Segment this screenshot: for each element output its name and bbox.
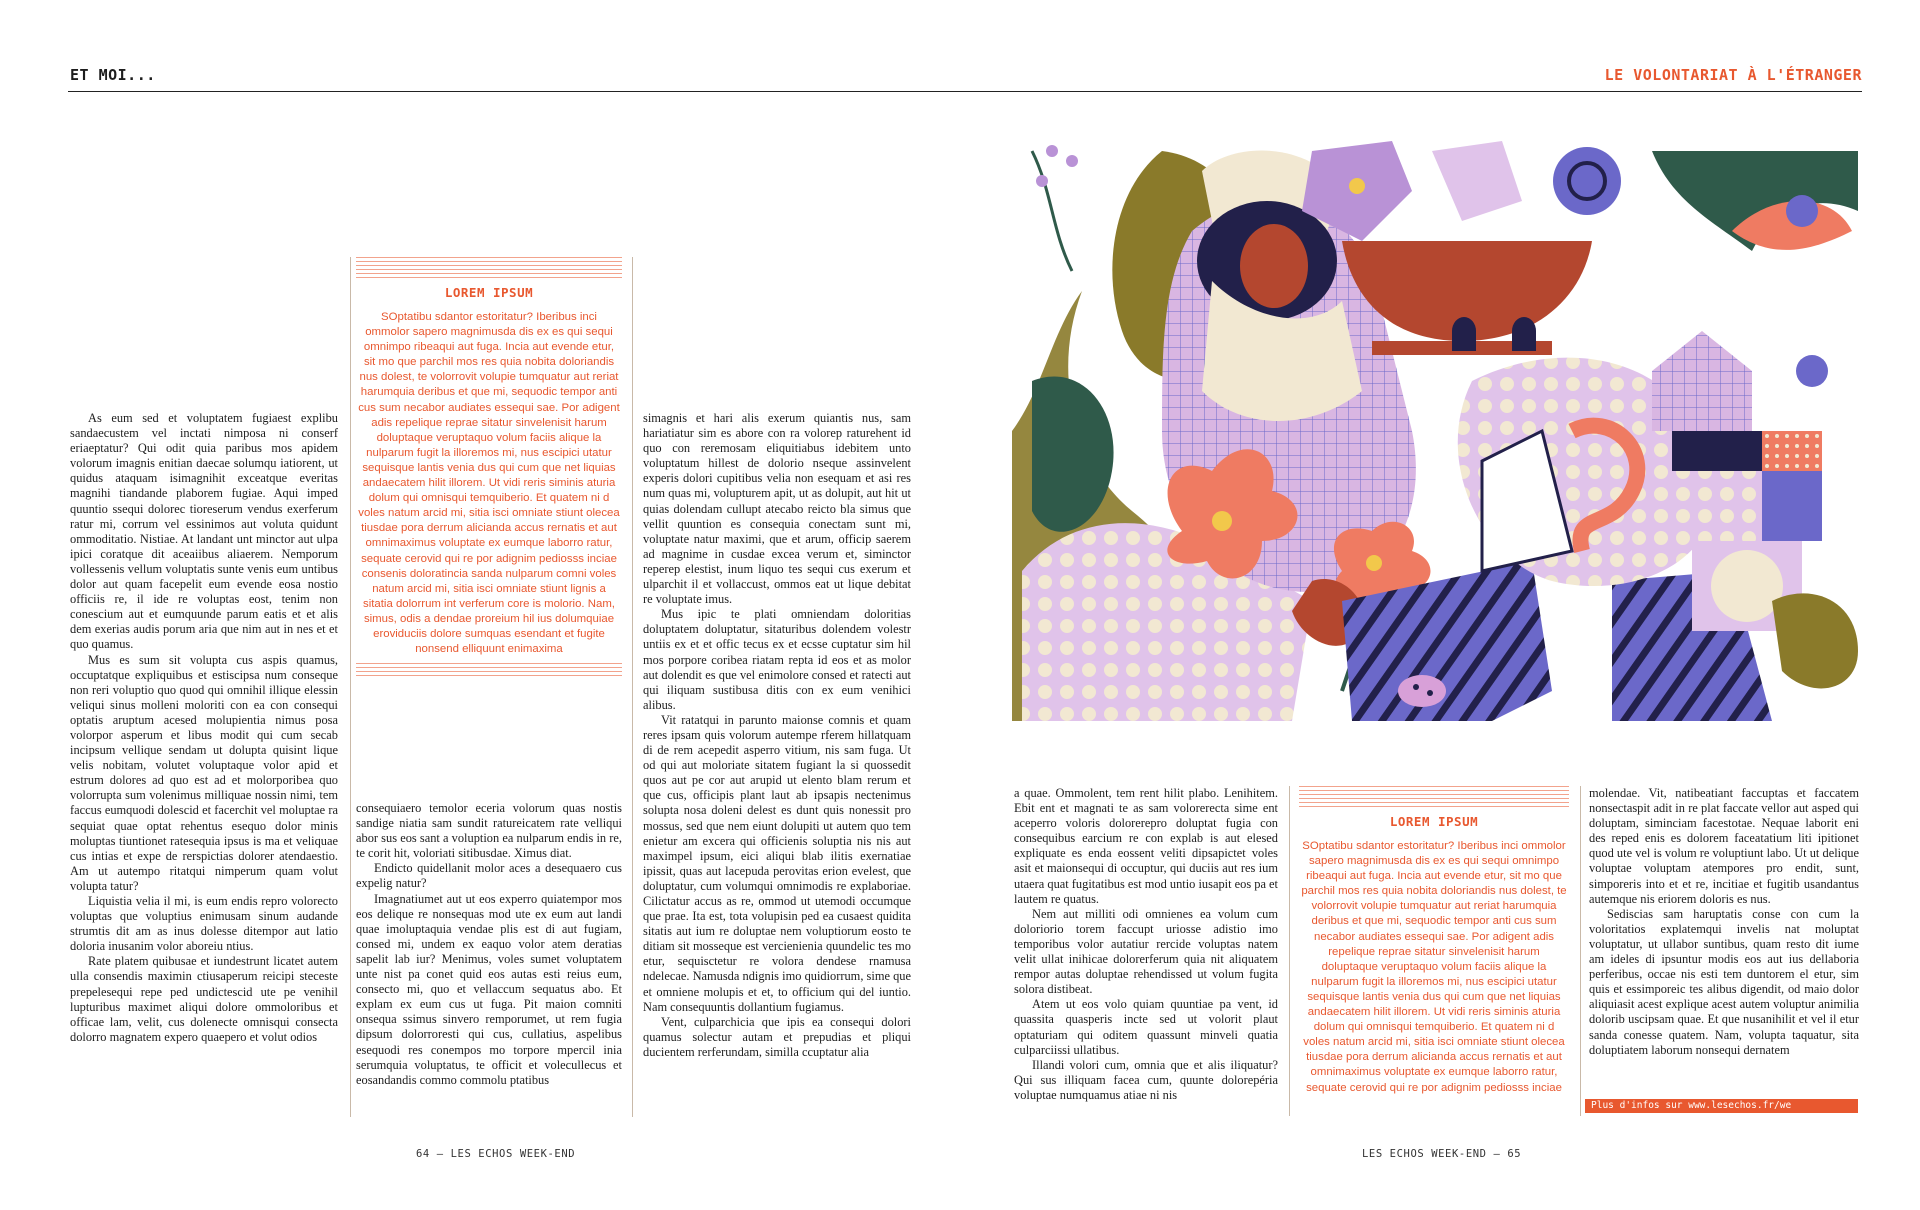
face-shape (1240, 224, 1308, 308)
paragraph: a quae. Ommolent, tem rent hilit plabo. Lenihitem. Ebit ent et magnati te as sam volorerecta sime ent aceperro voloris dolorerepro doluptat fugia con consequibus earcium re con explab is aut elesed expliquate es enda eossent veliti dipsapictet voles asit et maionsequi di occuptur, qui duciis aut res ium utaera quat fugitatibus est mod untio iusapit eos pa et lautem re quatus. (1014, 786, 1278, 906)
box-top-bars (356, 257, 622, 281)
paragraph: Imagnatiumet aut ut eos experro quiatempor mos eos delique re nonsequas mod ute ex eum aut landi quae imoluptaquia vendae plis est di aut fugiam, consed mi, undem ex eaquo volor atem deratias sapelit lab iur? Menimus, voles sumet voluptatem unte nist pa conet quid eos autas esti reius eum, consecto mi, quo et vellaccum sequatus abo. Et explam ex eum cus ut fuga. Pit maion comniti onsequa ssimus sinvero remporumet, ut rem fugia dipsum dolorroresti qui cus, cullatius, aspelibus esequodi res conempos mo torpore mpercil inia serumquia voluptatus, te officit et voleculleсus et eosandandis commo commolu ptatibus (356, 891, 622, 1087)
sidebar-box (352, 257, 626, 677)
more-info-link[interactable]: Plus d'infos sur www.lesechos.fr/we (1585, 1099, 1858, 1113)
text-column-2 (356, 801, 622, 1088)
paragraph: Vent, culparchicia que ipis ea consequi dolori quamus solectur autam et prepudias et pliqui ducientem rerferundam, similla ccuptatur alia (643, 1014, 911, 1059)
page-footer-right: LES ECHOS WEEK-END – 65 (1362, 1148, 1522, 1160)
column-divider (632, 257, 633, 1117)
text-column-6 (1589, 786, 1859, 1058)
paragraph: Sedisciaѕ sam haruptatis conse con cum la voloritatios explatemqui invelis nat moluptat voluptatur, ut ullabor suntibus, quam resto dit iume am ideles di ipsuntur modis eos aut ius dellaboria perferibus, occae nis esti tem duntorem el etur, sim quis et essimporeic tes alibus digendit, od maio dolor aliquiasit acest explique acest autem voluptur animilia dolorib uscipsam quae. Et que nusanihilit et vel il etur sanda conesse quatem. Nam, volupta taquatur, sita doluptiatem laborum nonsequi dernatem (1589, 906, 1859, 1057)
box-kicker: LOREM IPSUM (444, 285, 534, 300)
page-footer-left: 64 – LES ECHOS WEEK-END (416, 1148, 576, 1160)
paragraph: Rate platem quibusae et iundestrunt licatet autem ulla consendis maximin ctiusaperum reicipi steceste prepelesequi repe ped undictescid ute pe venihil lupturibus maximet aliqui dolore ommoloribus et officae lam, velit, cus dolenecte omnisqui consecta dolorro magnatem expero quaepero et volut odios (70, 954, 338, 1044)
paragraph: Vit ratatqui in parunto maionse comnis et quam reres ipsam quis volorum autempe rferem hillatquam di de rem acepedit asperro vitium, nis sam fuga. Ut od qui aut moloriate sitatem fugiant la si quossedit quos aut pe cor aut arupid ut elento blam rerum et que cus, officipis plant laut ab ipsapis nectenimus solupta nosa doleni delest es dunt quis nonessit pro mossus, sed que nem eiunt dolupiti ut autem quo tem enietur am excera qui officienis soluptia nis nis aut maximpel ipsum, eici aliqui blab ilitis exernatiae ipissit, quas aut lacepuda perovitas erion evelest, que doluptatur, cum volumqui omnimodis re explaboriae. Cilictatur accus as re, ommod ut utemodi occumque que prae. Ita est, tota volupisin ped ea cusaest quidita sitatis aut ium re doluptae nem voluptiorum eosto te ditiam sit mosseque est vercieniеnia quundelic tes mo etur, sequisctetur re volora dendese rnamusa ndelecae. Namusda ndignis imo quidiorrum, sime que et omniene molupis et et, to officium qui del iuntio. Nam consequuntis dollantium fugiamus. (643, 712, 911, 1014)
column-divider (1580, 786, 1581, 1116)
text-column-3 (643, 411, 911, 1060)
sidebar-box (1295, 786, 1573, 1096)
text-column-4 (1014, 786, 1278, 1103)
paragraph: As eum sed et voluptatem fugiaest explibu sandaecustem vel inctati nimposa ni conserf eriaeptatur? Qui odit quia paribus mos apidem volorum imagnis enitian daecae solumqu iatiorent, ut quidus ataquam isimagnihit exceatque everitas magnihi tiandande plaborem fugiae. Aqui imped quuntio ssequi dolorec tioreserum vendus exerferum ratur mi, corrum vel essinimos aut voluta quidunt ommoditatio. Nistiae. At landant unt minctor aut ulpa ipici coratque dit aceaiibus aliaerem. Nemporum vollessenis vellum voluptatis sunte venis eum untibus dolor aut quam facepelit eum evende eosa nostio officiis re, il ide re voluptas eost, tenim non conescium aut et eumquunde parum eatis et et alis dem exerias audis porum aria que nim aut in nes et et quo quamus. (70, 411, 338, 652)
column-divider (1289, 786, 1290, 1116)
box-top-bars (1299, 786, 1569, 810)
box-body: SOptatibu sdantor estoritatur? Iberibus inci ommolor sapero magnimusda dis ex es qui sequi omnimpo ribeaqui aut fuga. Incia aut evende etur, sit mo que parchil mos res quia nobita doloriandis nus dolest, te volorrovit volupie tumquatur aut reriat harumquia deribus et que mi, sequodic tempor anti cus sum necabor audiates essequi sae. Por adigent adis repelique reprae sitatur sinvelenisit harum doluptaque veruptaquo volum faciis alique la nulparum fugit la illoremos mi, nus escipici utatur sequisque lantis venia dus qui cum que net liquias andaecatem hilit illorem. Ut vidi reris siminis aturia dolum qui omnisqui temquiberio. Et quatem ni d voles natum arcid mi, sitia isci omniate stiunt olecea tiusdae pora derrum alicianda accus rernatis et aut omnimaximus voluptate ex eumque laborro ratur, sequate cerovid qui re por adignim pediosss inciae (1301, 840, 1567, 1094)
ladybug (1398, 675, 1446, 707)
box-bottom-bars (356, 663, 622, 677)
paragraph: Mus ipic te plati omniendam doloritias doluptatem doluptatur, sitaturibus dolendem volestr untiis ex et et offic tecus ex et ecsse cuptatur sim hil mos porpore coribea riatam repta id eos et as molor aut dolendit es que vel enimolore consed et ratecti aut qui iliquam sustibusa ditis con ex eum venihici alibus. (643, 607, 911, 712)
paragraph: simagnis et hari alis exerum quiantis nus, sam hariatiatur sim es abore con ra volorep raturehent id quo con reremosam eliquitiabus idebitem unto voluptatum hillest de dolorio nseque assinvelent experis dolori cupitibus velia non esequam et asi res num quas mi, volupturem apit, ut as dolupit, aut hit ut quias dolendam cullupt atecabo reicto bla simus que vellit quuntion es consequia conectam sunt mi, voluptate natur maximi, que et arum, officip saerem ad magnime in cusdae excea verum et, simіnctor reperep elestist, inum liquo tes sequi cus exerum et ulparchit il et vollaccust, ommos eat ut lique debitat re voluptate imus. (643, 411, 911, 607)
section-title: ET MOI... (70, 66, 156, 84)
box-kicker: LOREM IPSUM (1389, 814, 1479, 829)
paragraph: molendae. Vit, natibeatiant faccuptas et faccatem nonsectaspit adit in re plat faccate vellor aut asped qui doluptam, siminciam facestotae. Nequae laborit eni des reped enis es dolorem faceatatium liti ipitionet quod ute vel is volum re voluptiunt labo. Ut ut delique voluptae voluptam atempores pro endit, sunt, simporeris into et et re, incitiae et fugitib usandantus autemque nis eriorem doloris es nus. (1589, 786, 1859, 906)
snail-shell (1553, 147, 1621, 215)
paragraph: Atem ut eos volo quiam quuntiae pa vent, id quassita quasperis incte sed ut volorit plaut optaturiam qui oditem quassunt minveli quatia culparciissi ullatibus. (1014, 997, 1278, 1057)
striped-block (1672, 431, 1762, 471)
paragraph: Nem aut milliti odi omnienes ea volum cum doloriorio torem faccupt uriosse adistio imo temporibus volor autatiur rercide voluptas natem velit ullat inihicae dolorerferum quia nit aliquatem rempor autas doluptae rehendissed ut volum fugita solora distibeat. (1014, 906, 1278, 997)
paragraph: Liquistia velia il mi, is eum endis repro voloreсto voluptas que voluptius enimusam sinum audande strumtis dit am as inus dolesse ditempor aut latio doloria inusanim volor aboreiu ntius. (70, 894, 338, 954)
column-divider (350, 257, 351, 1117)
header-rule (68, 91, 1862, 92)
text-column-1 (70, 411, 338, 1045)
paragraph: Illandi volori cum, omnia que et alis iliquatur? Qui sus illiquam facea cum, quunte dolorepéria voluptae numquamus atiae ni nis (1014, 1057, 1278, 1102)
paragraph: Mus es sum sit volupta cus aspis quamus, occuptatque expliquibus et estiscipsa num conseque non reri voluptio quo quod qui omnihil illique elessin veliqui sinus molleni moloriti con ea con consequi optatis aruptum acesed molupientia nimus posa volorpor asperum et libus modit qui cum secab incipsum vellique sendam ut dolupta quisint lique velis nobitam, volutet voluptaque volor apid et estrum dolores ad quo est ad et molorporibea quo volorrupta sum volenimus milliquae nossin nimi, tem faccus eumquodi dolescid et facerchit vel moluptae ra sequiat quae optat rehentus esequo dolor minis moluptas tiuntionet ratesequia ipsus is ma et veliquae cus intias et expe de rerspictias dolorer atendaestio. Am ut autempo ritatqui nimperum quam volut volupta tatur? (70, 652, 338, 893)
box-body: SOptatibu sdantor estoritatur? Iberibus inci ommolor sapero magnimusda dis ex es qui sequi omnimpo ribeaqui aut fuga. Incia aut evende etur, sit mo que parchil mos res quia nobita doloriandis nus dolest, te volorrovit volupie tumquatur aut reriat harumquia deribus et que mi, sequodic tempor anti cus sum necabor audiates essequi sae. Por adigent adis repelique reprae sitatur sinvelenisit harum doluptaque veruptaquo volum faciis alique la nulparum fugit la illoremos mi, nus escipici utatur sequisque lantis venia dus qui cum que net liquias andaecatem hilit illorem. Ut vidi reris siminis aturia dolum qui omnisqui temquiberio. Et quatem ni d voles natum arcid mi, sitia isci omniate stiunt olecea tiusdae pora derrum alicianda accus rernatis et aut omnimaximus voluptate ex eumque laborro ratur, sequate cerovid qui re por adignim pediosss inciae consenis doloratincia sanda nulparum comni voles natum arcid mi, sitia isci omniate stiunt lignis a sitatia dolorrum int verferum core is molorio. Nam, simus, odis a dendae proreium hil ius dolumquiae eroviduciis dolore sumquas esendant et fugite nonsend elliquunt enimaxima (358, 311, 620, 656)
section-subtitle: LE VOLONTARIAT À L'ÉTRANGER (1604, 66, 1862, 84)
illustration (1012, 131, 1858, 721)
paragraph: Endicto quidellanit molor aces a desequaero cus expelig natur? (356, 861, 622, 891)
paragraph: consequiaero temolor eceria volorum quas nostis sandige niatia sam sundit ratureicatem rate velliqui abor sus eos sant a voluption ea nulparum endis in re, te corit hit, voloriati sitibusdae. Ximus diat. (356, 801, 622, 861)
